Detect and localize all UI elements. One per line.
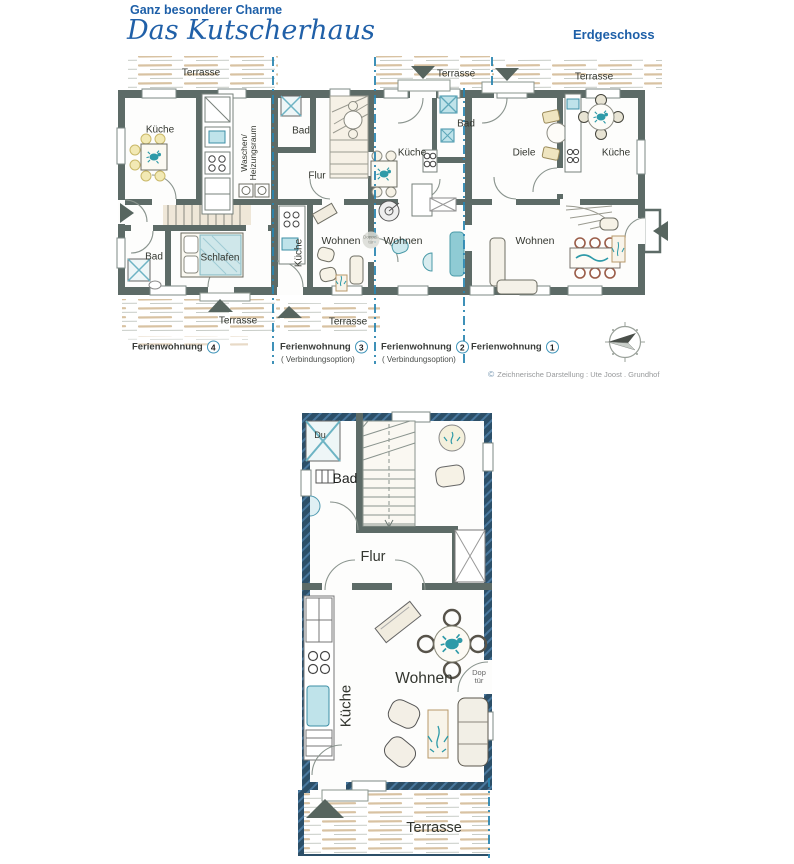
apartment-label-2: Ferienwohnung 2 <box>381 341 469 354</box>
apartment-note-2: ( Verbindungsoption) <box>382 355 456 364</box>
floor-label: Erdgeschoss <box>573 27 655 42</box>
apartment-label-4: Ferienwohnung 4 <box>132 341 220 354</box>
connecting-door-stamp: Doppel-tür <box>363 232 380 249</box>
lower-kitchen <box>304 596 334 760</box>
terrace-label: Terrasse <box>328 316 368 328</box>
room-label-wohnen-lower: Wohnen <box>395 670 453 687</box>
compass-icon <box>605 322 645 362</box>
room-label-bad-lower: Bad <box>332 470 358 486</box>
room-label-dusche: Du <box>314 430 326 440</box>
terrace-label: Terrasse <box>181 67 221 79</box>
room-label-bad-unit2: Bad <box>457 118 475 130</box>
apartment-number-badge: 2 <box>456 341 469 354</box>
room-label-schlafen: Schlafen <box>200 252 240 264</box>
main-floorplan <box>117 56 668 364</box>
room-label-kueche-unit1: Küche <box>601 147 631 159</box>
room-label-kueche-unit2: Küche <box>397 147 427 159</box>
copyright-icon: © <box>488 369 495 379</box>
room-label-wohnen-unit3: Wohnen <box>321 235 361 247</box>
upper-floor-detail-plan <box>298 412 493 858</box>
room-label-bad-unit3: Bad <box>292 125 310 137</box>
apartment-note-3: ( Verbindungsoption) <box>281 355 355 364</box>
terrace-label-lower: Terrasse <box>406 820 462 836</box>
terrace-label: Terrasse <box>436 68 476 80</box>
apartment-number-badge: 3 <box>355 341 368 354</box>
room-label-wohnen-unit2: Wohnen <box>383 235 423 247</box>
tagline: Ganz besonderer Charme <box>130 3 283 17</box>
page-title: Das Kutscherhaus <box>127 15 375 46</box>
lower-stairs <box>363 421 415 528</box>
room-label-diele: Diele <box>512 147 536 159</box>
room-label-wohnen-unit1: Wohnen <box>515 235 555 247</box>
room-label-kueche-lower: Küche <box>337 684 355 728</box>
apartment-number-badge: 4 <box>207 341 220 354</box>
apartment-label-1: Ferienwohnung 1 <box>471 341 559 354</box>
room-label-flur-lower: Flur <box>360 549 386 565</box>
terrace-label: Terrasse <box>574 71 614 83</box>
apartment-number-badge: 1 <box>546 341 559 354</box>
door-label-doppeltuer: Dop tür <box>472 668 486 685</box>
room-label-kueche-unit4: Küche <box>145 124 175 136</box>
room-label-bad-unit4: Bad <box>145 251 163 263</box>
room-label-flur-unit3: Flur <box>308 170 326 182</box>
terrace-label: Terrasse <box>218 315 258 327</box>
room-label-waschen-heizungsraum: Waschen/ Heizungsraum <box>239 125 258 181</box>
room-label-kueche-unit3: Küche <box>293 238 305 268</box>
apartment-label-3: Ferienwohnung 3 <box>280 341 368 354</box>
copyright-line: © Zeichnerische Darstellung : Ute Joost . Grundhof <box>488 369 660 379</box>
